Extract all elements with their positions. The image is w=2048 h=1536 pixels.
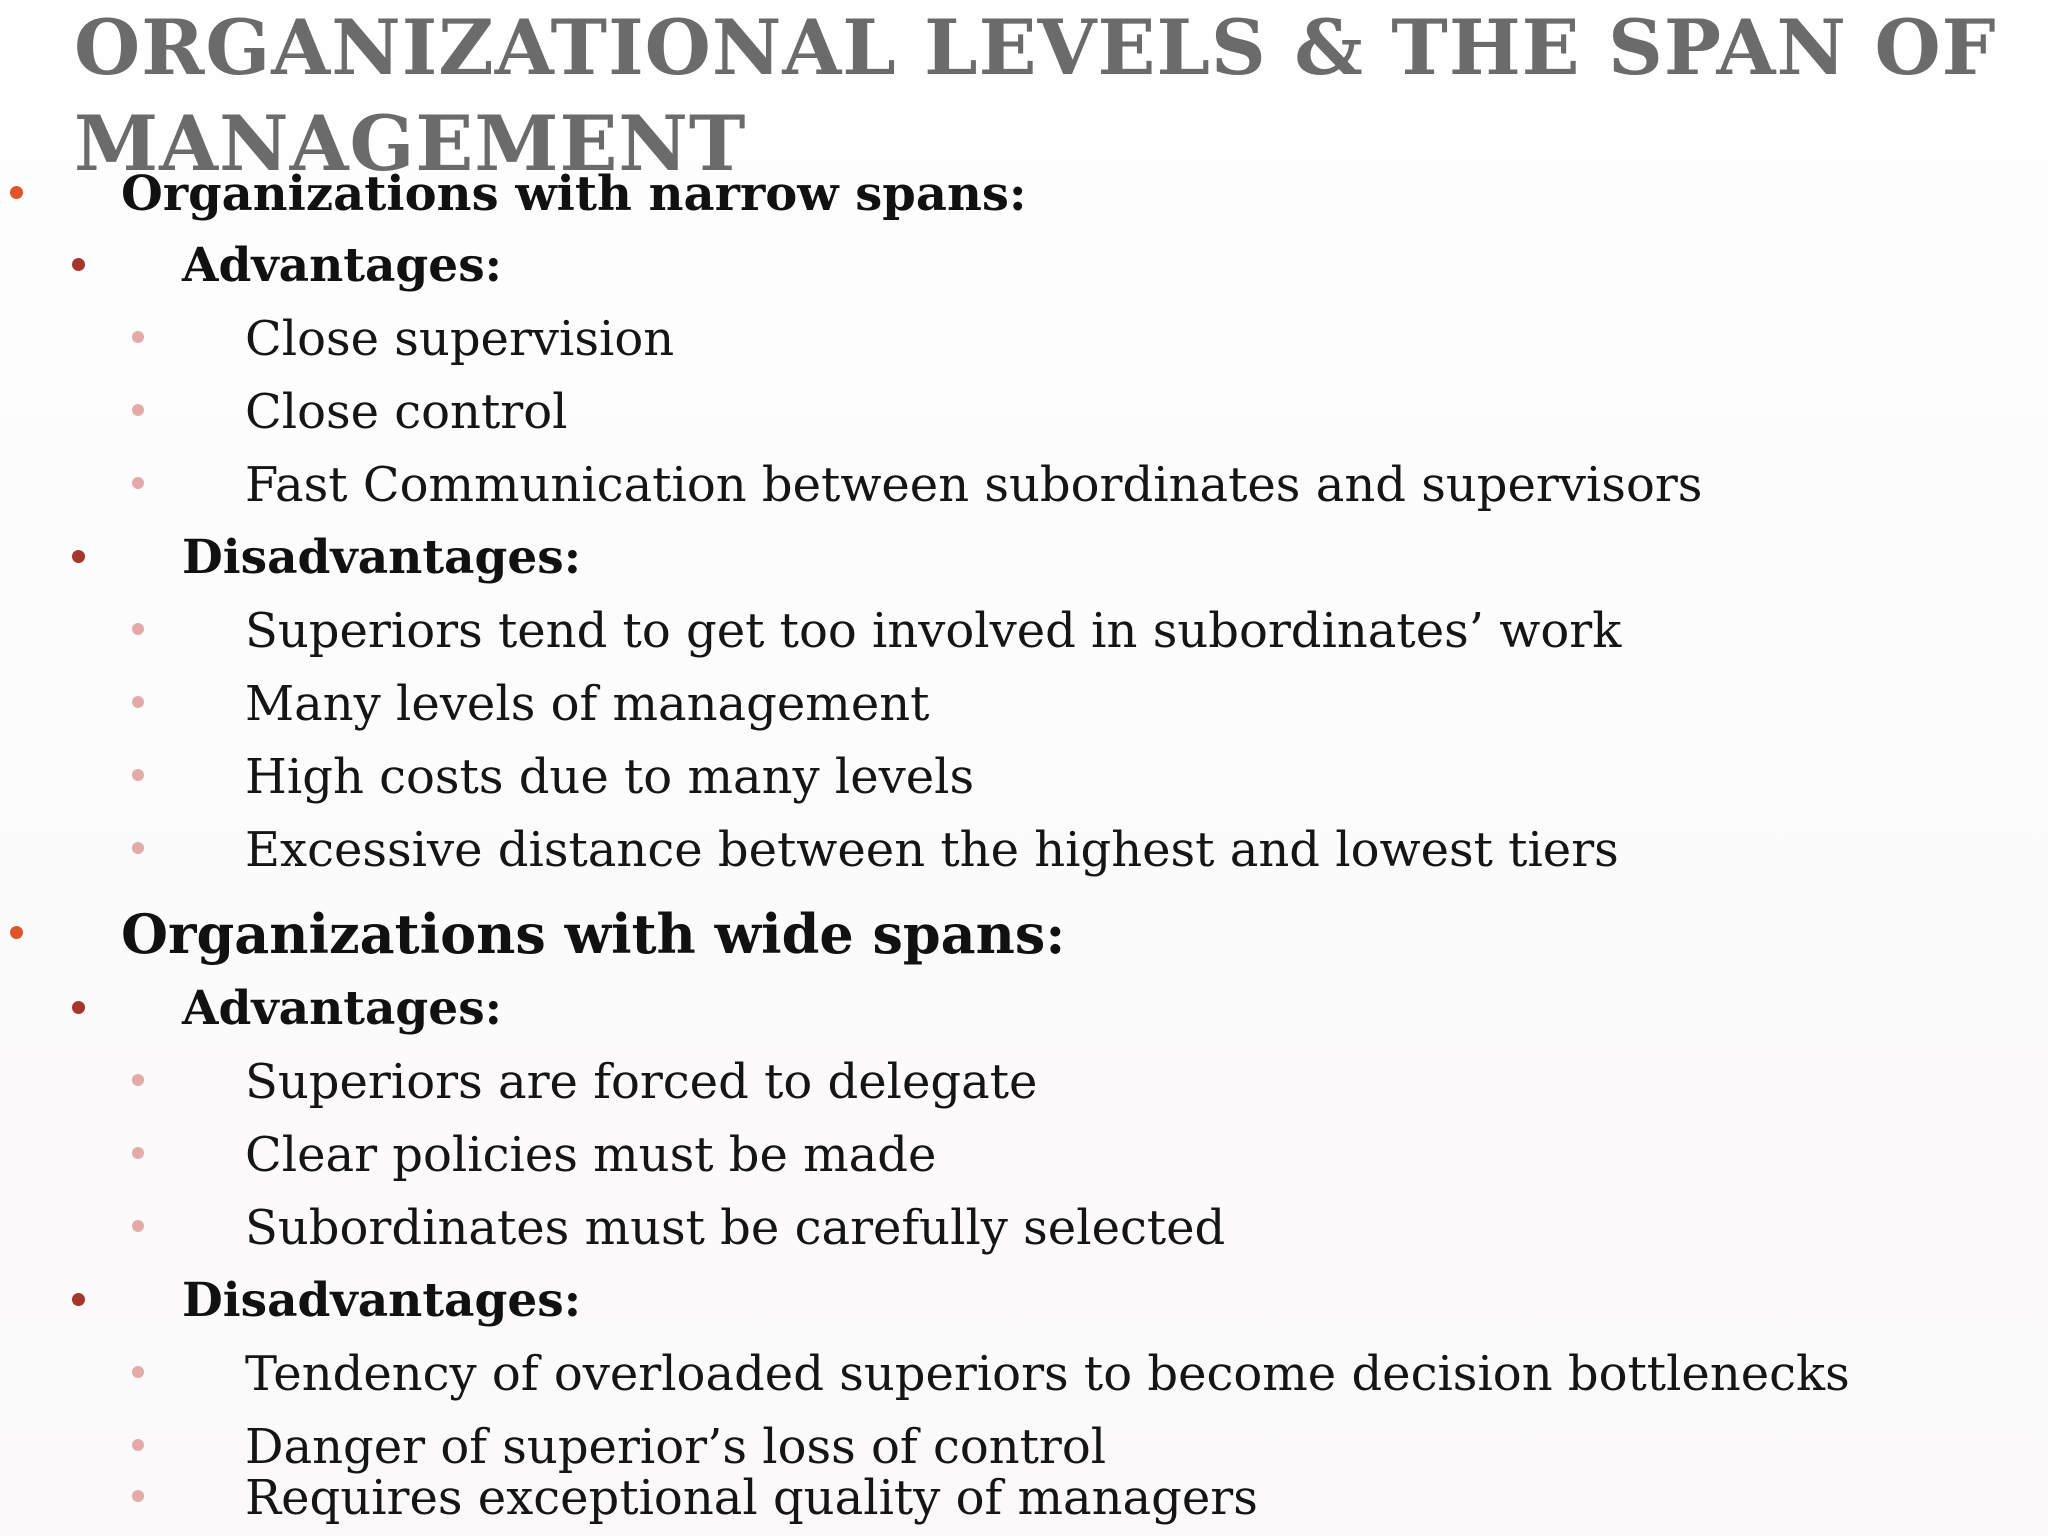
- list-item-text: Tendency of overloaded superiors to become decision bottlenecks: [245, 1346, 1850, 1402]
- level3-bullet-icon: [132, 331, 144, 343]
- level3-bullet-icon: [132, 769, 144, 781]
- level2-bullet-icon: [72, 258, 85, 271]
- level3-bullet-icon: [132, 623, 144, 635]
- advantages-label: Advantages:: [182, 981, 503, 1036]
- level2-bullet-icon: [72, 550, 85, 563]
- disadvantages-label: Disadvantages:: [182, 530, 582, 585]
- list-item-text: Subordinates must be carefully selected: [245, 1200, 1226, 1256]
- advantages-label: Advantages:: [182, 238, 503, 293]
- level3-bullet-icon: [132, 1147, 144, 1159]
- list-item-text: Close supervision: [245, 311, 675, 367]
- level3-bullet-icon: [132, 477, 144, 489]
- level1-bullet-icon: [10, 186, 23, 199]
- list-item-text: Excessive distance between the highest and lowest tiers: [245, 822, 1619, 878]
- narrow-spans-heading: Organizations with narrow spans:: [121, 166, 1027, 222]
- level3-bullet-icon: [132, 1220, 144, 1232]
- list-item-text: Close control: [245, 384, 568, 440]
- level3-bullet-icon: [132, 1490, 144, 1502]
- title-line-1: ORGANIZATIONAL LEVELS & THE SPAN OF: [74, 3, 1997, 92]
- list-item-text: Clear policies must be made: [245, 1127, 937, 1183]
- level3-bullet-icon: [132, 696, 144, 708]
- list-item-text: Fast Communication between subordinates and supervisors: [245, 457, 1703, 513]
- level3-bullet-icon: [132, 1439, 144, 1451]
- level3-bullet-icon: [132, 842, 144, 854]
- level2-bullet-icon: [72, 1293, 85, 1306]
- level3-bullet-icon: [132, 1074, 144, 1086]
- wide-spans-heading: Organizations with wide spans:: [121, 902, 1066, 966]
- list-item-text: High costs due to many levels: [245, 749, 975, 805]
- level2-bullet-icon: [72, 1001, 85, 1014]
- level3-bullet-icon: [132, 1366, 144, 1378]
- list-item-text: Danger of superior’s loss of control: [245, 1419, 1107, 1475]
- level1-bullet-icon: [10, 926, 23, 939]
- title-line-2: MANAGEMENT: [74, 99, 747, 188]
- disadvantages-label: Disadvantages:: [182, 1273, 582, 1328]
- list-item-text: Superiors tend to get too involved in subordinates’ work: [245, 603, 1622, 659]
- level3-bullet-icon: [132, 404, 144, 416]
- list-item-text: Superiors are forced to delegate: [245, 1054, 1038, 1110]
- list-item-text: Requires exceptional quality of managers: [245, 1470, 1258, 1526]
- list-item-text: Many levels of management: [245, 676, 930, 732]
